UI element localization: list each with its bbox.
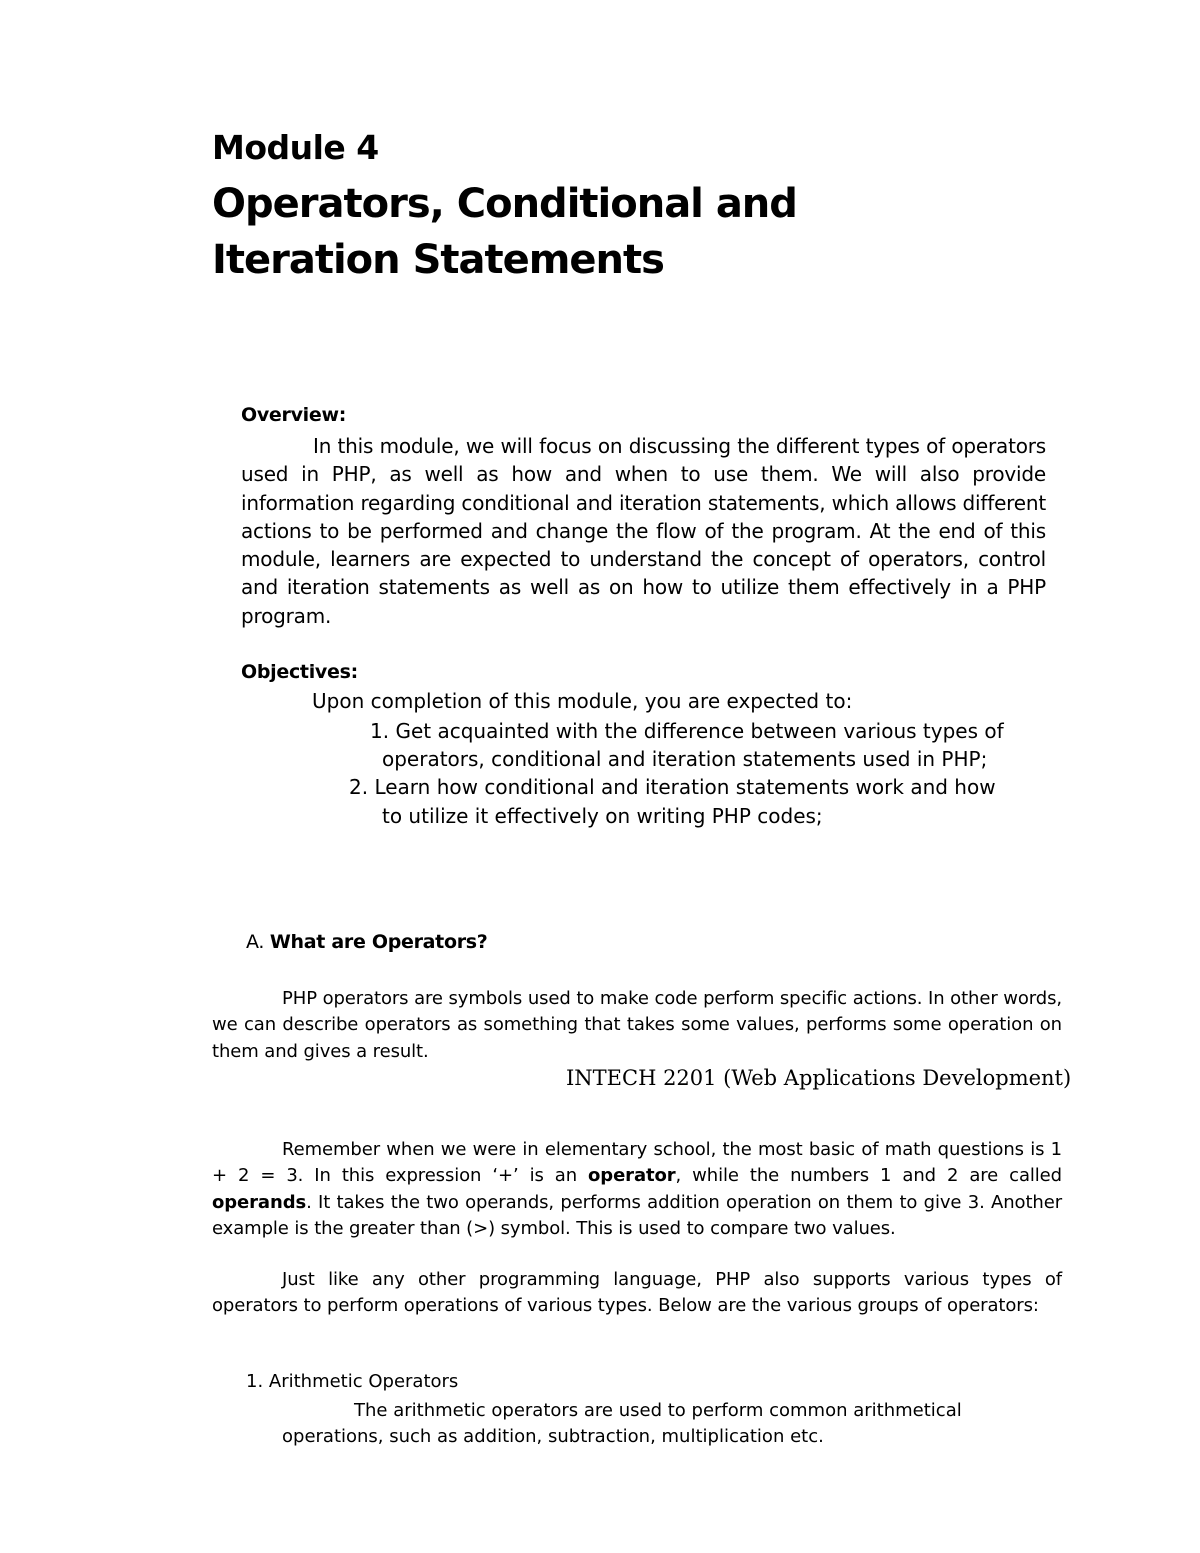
objective-item-1 xyxy=(370,717,1004,746)
title-line-1: Operators, Conditional and xyxy=(212,181,797,227)
paragraph-text: Just like any other programming language, PHP also supports various types of operators to perform operations of various types. Below are the various groups of operators: xyxy=(212,1269,1062,1317)
section-title: What are Operators? xyxy=(269,931,488,953)
list-item-arithmetic: 1. Arithmetic Operators xyxy=(246,1371,459,1392)
list-item-arithmetic-body xyxy=(282,1398,1002,1451)
paragraph-text: Remember when we were in elementary school, the most basic of math questions is 1 + 2 = 3. In this expression ‘+’ is an xyxy=(212,1139,1062,1187)
objectives-intro: Upon completion of this module, you are expected to: xyxy=(312,689,853,713)
objective-item-2 xyxy=(349,773,996,802)
paragraph-operators-definition xyxy=(212,986,1062,1065)
paragraph-operator-groups xyxy=(212,1267,1062,1320)
paragraph-text: , while the numbers 1 and 2 are called xyxy=(675,1165,1062,1187)
objective-item-1-cont: operators, conditional and iteration statements used in PHP; xyxy=(382,747,988,771)
term-operator: operator xyxy=(588,1165,676,1187)
overview-body xyxy=(241,432,1046,630)
objective-number: 1. xyxy=(370,719,390,743)
section-letter: A. xyxy=(246,931,265,953)
term-operands: operands xyxy=(212,1191,307,1213)
course-label: INTECH 2201 (Web Applications Development) xyxy=(566,1066,1072,1090)
objective-number: 2. xyxy=(349,775,369,799)
overview-heading: Overview: xyxy=(241,404,347,426)
paragraph-text: PHP operators are symbols used to make code perform specific actions. In other words, we can describe operators as something that takes some values, performs some operation on them and gives a result. xyxy=(212,988,1062,1062)
title-line-2: Iteration Statements xyxy=(212,237,664,283)
module-label: Module 4 xyxy=(212,128,379,167)
objectives-heading: Objectives: xyxy=(241,661,358,683)
paragraph-operators-example xyxy=(212,1137,1062,1242)
overview-text: In this module, we will focus on discussing the different types of operators used in PHP, as well as how and when to use them. We will also provide information regarding conditional and iteration statements, which allows different actions to be performed and change the flow of the program. At the end of this module, learners are expected to understand the concept of operators, control and iteration statements as well as on how to utilize them effectively in a PHP program. xyxy=(241,434,1046,628)
objective-line-1: Learn how conditional and iteration statements work and how xyxy=(374,775,996,799)
paragraph-text: The arithmetic operators are used to perform common arithmetical operations, such as addition, subtraction, multiplication etc. xyxy=(282,1400,962,1448)
section-a-heading xyxy=(246,931,488,953)
page-title xyxy=(212,176,797,288)
objective-item-2-cont: to utilize it effectively on writing PHP codes; xyxy=(382,804,823,828)
paragraph-text: . It takes the two operands, performs addition operation on them to give 3. Another example is the greater than (>) symbol. This is used to compare two values. xyxy=(212,1191,1062,1239)
objective-line-1: Get acquainted with the difference between various types of xyxy=(395,719,1004,743)
